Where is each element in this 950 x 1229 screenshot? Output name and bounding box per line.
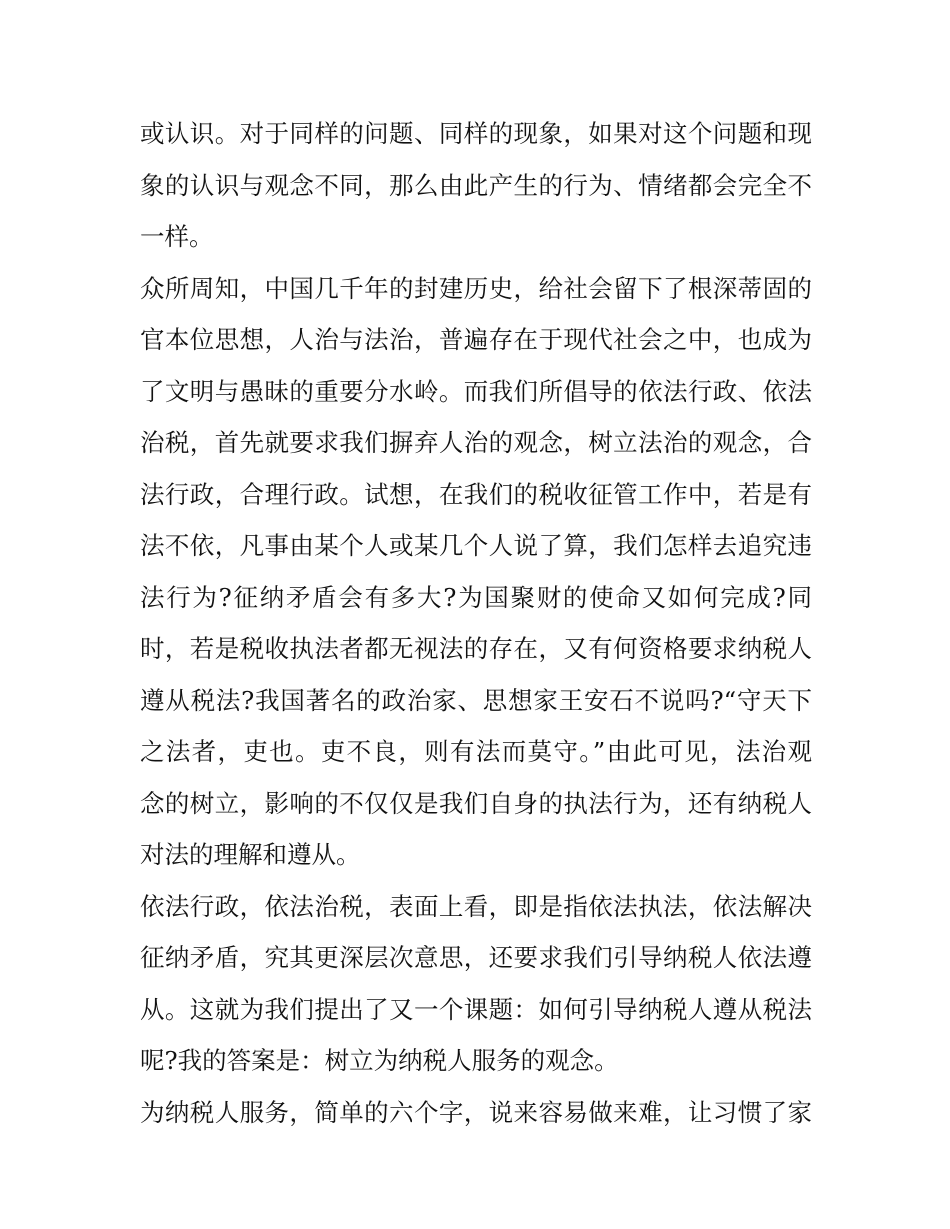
text-line: 了文明与愚昧的重要分水岭。而我们所倡导的依法行政、依法: [140, 376, 812, 406]
text-line: 法行政，合理行政。试想，在我们的税收征管工作中，若是有: [140, 479, 812, 509]
text-line: 之法者，吏也。吏不良，则有法而莫守。”由此可见，法治观: [140, 737, 812, 766]
text-line: 象的认识与观念不同，那么由此产生的行为、情绪都会完全不: [140, 170, 812, 200]
text-line: 征纳矛盾，究其更深层次意思，还要求我们引导纳税人依法遵: [140, 943, 812, 972]
text-line: 或认识。对于同样的问题、同样的现象，如果对这个问题和现: [140, 119, 812, 148]
text-line: 依法行政，依法治税，表面上看，即是指依法执法，依法解决: [140, 891, 812, 921]
document-body: [140, 108, 812, 1138]
text-line: 对法的理解和遵从。: [140, 840, 361, 869]
text-line: 官本位思想，人治与法治，普遍存在于现代社会之中，也成为: [140, 325, 812, 354]
text-line: 念的树立，影响的不仅仅是我们自身的执法行为，还有纳税人: [140, 788, 812, 818]
text-line: 众所周知，中国几千年的封建历史，给社会留下了根深蒂固的: [140, 273, 812, 303]
text-line: 一样。: [140, 222, 214, 251]
text-line: 为纳税人服务，简单的六个字，说来容易做来难，让习惯了家: [140, 1097, 812, 1127]
text-line: 法行为?征纳矛盾会有多大?为国聚财的使命又如何完成?同: [140, 582, 812, 612]
text-line: 遵从税法?我国著名的政治家、思想家王安石不说吗?“守天下: [140, 685, 812, 715]
text-line: 时，若是税收执法者都无视法的存在，又有何资格要求纳税人: [140, 634, 812, 663]
text-line: 呢?我的答案是：树立为纳税人服务的观念。: [140, 1046, 619, 1075]
text-line: 法不依，凡事由某个人或某几个人说了算，我们怎样去追究违: [140, 531, 812, 560]
text-line: 从。这就为我们提出了又一个课题：如何引导纳税人遵从税法: [140, 994, 812, 1024]
text-line: 治税，首先就要求我们摒弃人治的观念，树立法治的观念，合: [140, 428, 812, 457]
